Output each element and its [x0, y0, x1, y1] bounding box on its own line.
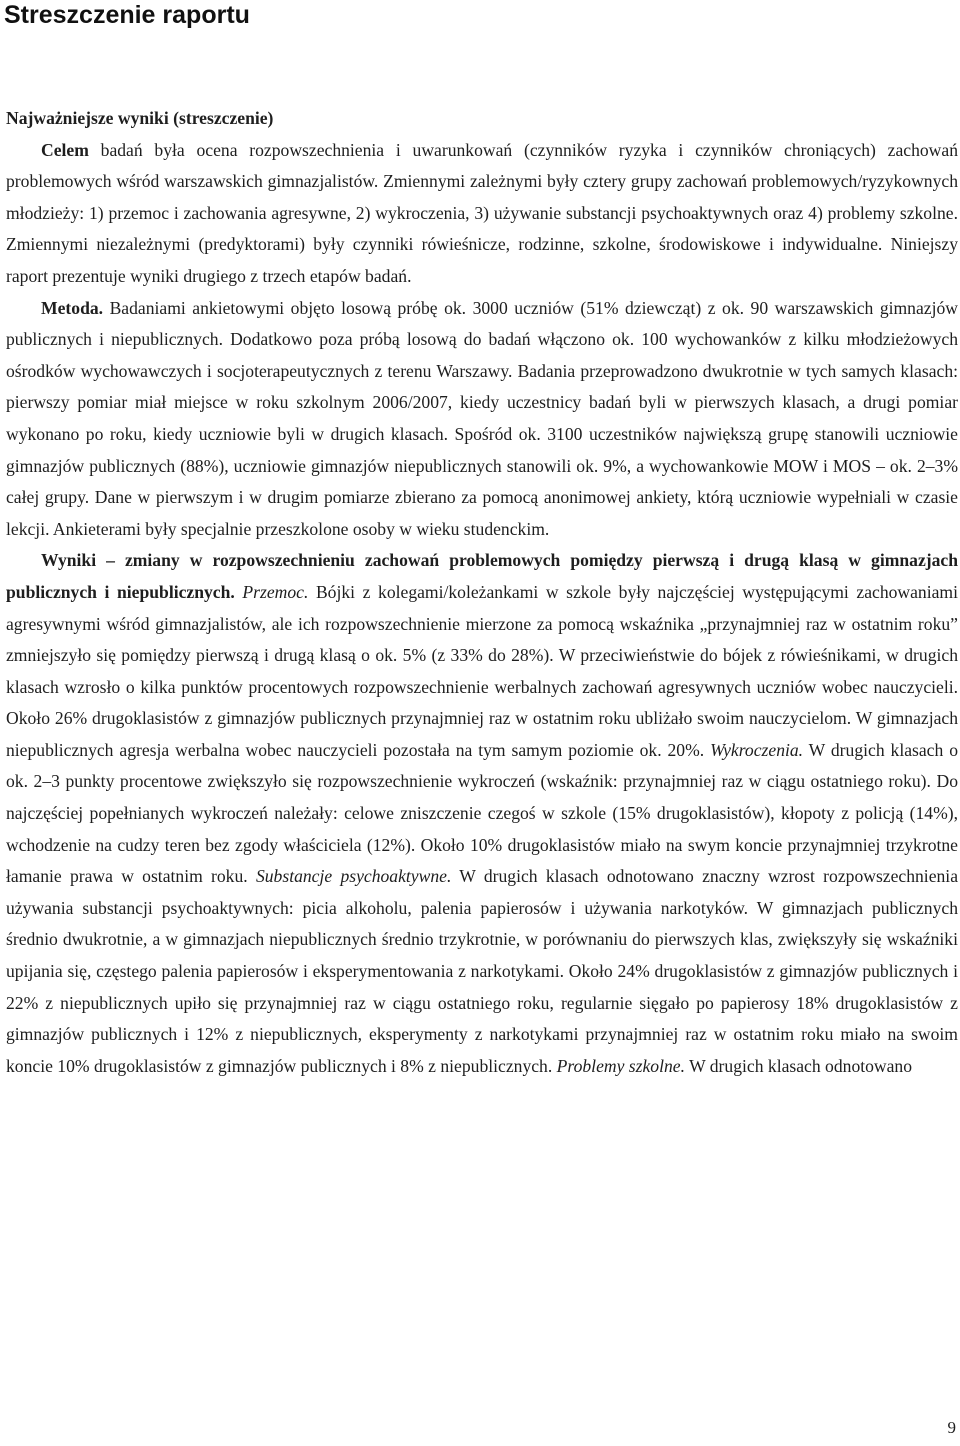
paragraph-goal	[6, 135, 958, 293]
subtopic-school-problems: Problemy szkolne.	[556, 1055, 685, 1076]
page-title: Streszczenie raportu	[4, 1, 250, 29]
paragraph-text: Badaniami ankietowymi objęto losową próbę ok. 3000 uczniów (51% dziewcząt) z ok. 90 warszawskich gimnazjów publicznych i niepublicznych. Dodatkowo poza próbą losową do badań włączono ok. 100 wychowanków z kilku młodzieżowych ośrodków wychowawczych i socjoterapeutycznych z terenu Warszawy. Badania przeprowadzono dwukrotnie w tych samych klasach: pierwszy pomiar miał miejsce w roku szkolnym 2006/2007, kiedy uczestnicy badań byli w pierwszych klasach, a drugi pomiar wykonano po roku, kiedy uczniowie byli w drugich klasach. Spośród ok. 3100 uczestników największą grupę stanowili uczniowie gimnazjów publicznych (88%), uczniowie gimnazjów niepublicznych stanowili ok. 9%, a wychowankowie MOW i MOS – ok. 2–3% całej grupy. Dane w pierwszym i w drugim pomiarze zbierano za pomocą anonimowej ankiety, którą uczniowie wypełniali w czasie lekcji. Ankieterami były specjalnie przeszkolone osoby w wieku studenckim.	[6, 297, 958, 539]
paragraph-text: W drugich klasach odnotowano znaczny wzrost rozpowszechnienia używania substancji psychoaktywnych: picia alkoholu, palenia papierosów i używania narkotyków. W gimnazjach publicznych średnio dwukrotnie, a w gimnazjach niepublicznych średnio trzykrotnie, w porównaniu do pierwszych klas, zwiększyły się wskaźniki upijania się, częstego palenia papierosów i eksperymentowania z narkotykami. Około 24% drugoklasistów z gimnazjów publicznych i 22% z niepublicznych upiło się przynajmniej raz w ciągu ostatniego roku, regularnie sięgało po papierosy 18% drugoklasistów z gimnazjów publicznych i 12% z niepublicznych, eksperymenty z narkotykami przynajmniej raz w ostatnim roku miało na swoim koncie 10% drugoklasistów z gimnazjów publicznych i 8% z niepublicznych.	[6, 866, 959, 1076]
paragraph-text: Bójki z kolegami/koleżankami w szkole były najczęściej występującymi zachowaniami agresywnymi wśród gimnazjalistów, ale ich rozpowszechnienie mierzone za pomocą wskaźnika „przynajmniej raz w ostatnim roku” zmniejszyło się pomiędzy pierwszą i drugą klasą o ok. 5% (z 33% do 28%). W przeciwieństwie do bójek z rówieśnikami, w drugich klasach wzrosło o kilka punktów procentowych rozpowszechnienie werbalnych zachowań agresywnych uczniów wobec nauczycieli. Około 26% drugoklasistów z gimnazjów publicznych przynajmniej raz w ostatnim roku ubliżało swoim nauczycielom. W gimnazjach niepublicznych agresja werbalna wobec nauczycieli pozostała na tym samym poziomie ok. 20%.	[6, 581, 958, 760]
paragraph-lead: Wyniki – zmiany w rozpowszechnieniu zachowań problemowych pomiędzy pierwszą i drugą klasą w gimnazjach publicznych i niepublicznych.	[6, 550, 958, 602]
paragraph-method	[6, 293, 958, 546]
report-body	[6, 103, 958, 1082]
paragraph-text: W drugich klasach odnotowano	[684, 1055, 913, 1076]
page-number: 9	[947, 1418, 956, 1437]
paragraph-lead: Celem	[41, 139, 89, 160]
paragraph-text: badań była ocena rozpowszechnienia i uwarunkowań (czynników ryzyka i czynników chroniących) zachowań problemowych wśród warszawskich gimnazjalistów. Zmiennymi zależnymi były cztery grupy zachowań problemowych/ryzykownych młodzieży: 1) przemoc i zachowania agresywne, 2) wykroczenia, 3) używanie substancji psychoaktywnych oraz 4) problemy szkolne. Zmiennymi niezależnymi (predyktorami) były czynniki rówieśnicze, rodzinne, szkolne, środowiskowe i indywidualne. Niniejszy raport prezentuje wyniki drugiego z trzech etapów badań.	[6, 139, 958, 286]
subtopic-violence: Przemoc.	[242, 581, 309, 602]
paragraph-lead: Metoda.	[41, 297, 104, 318]
paragraph-text: W drugich klasach o ok. 2–3 punkty procentowe zwiększyło się rozpowszechnienie wykroczeń (wskaźnik: przynajmniej raz w ciągu ostatniego roku). Do najczęściej popełnianych wykroczeń należały: celowe zniszczenie czegoś w szkole (15% drugoklasistów), kłopoty z policją (14%), wchodzenie na cudzy teren bez zgody właściciela (12%). Około 10% drugoklasistów miało na swym koncie przynajmniej trzykrotne łamanie prawa w ostatnim roku.	[6, 739, 958, 887]
section-heading: Najważniejsze wyniki (streszczenie)	[6, 108, 274, 128]
subtopic-offences: Wykroczenia.	[710, 739, 804, 760]
paragraph-results	[6, 545, 958, 1082]
subtopic-substances: Substancje psychoaktywne.	[255, 866, 452, 887]
